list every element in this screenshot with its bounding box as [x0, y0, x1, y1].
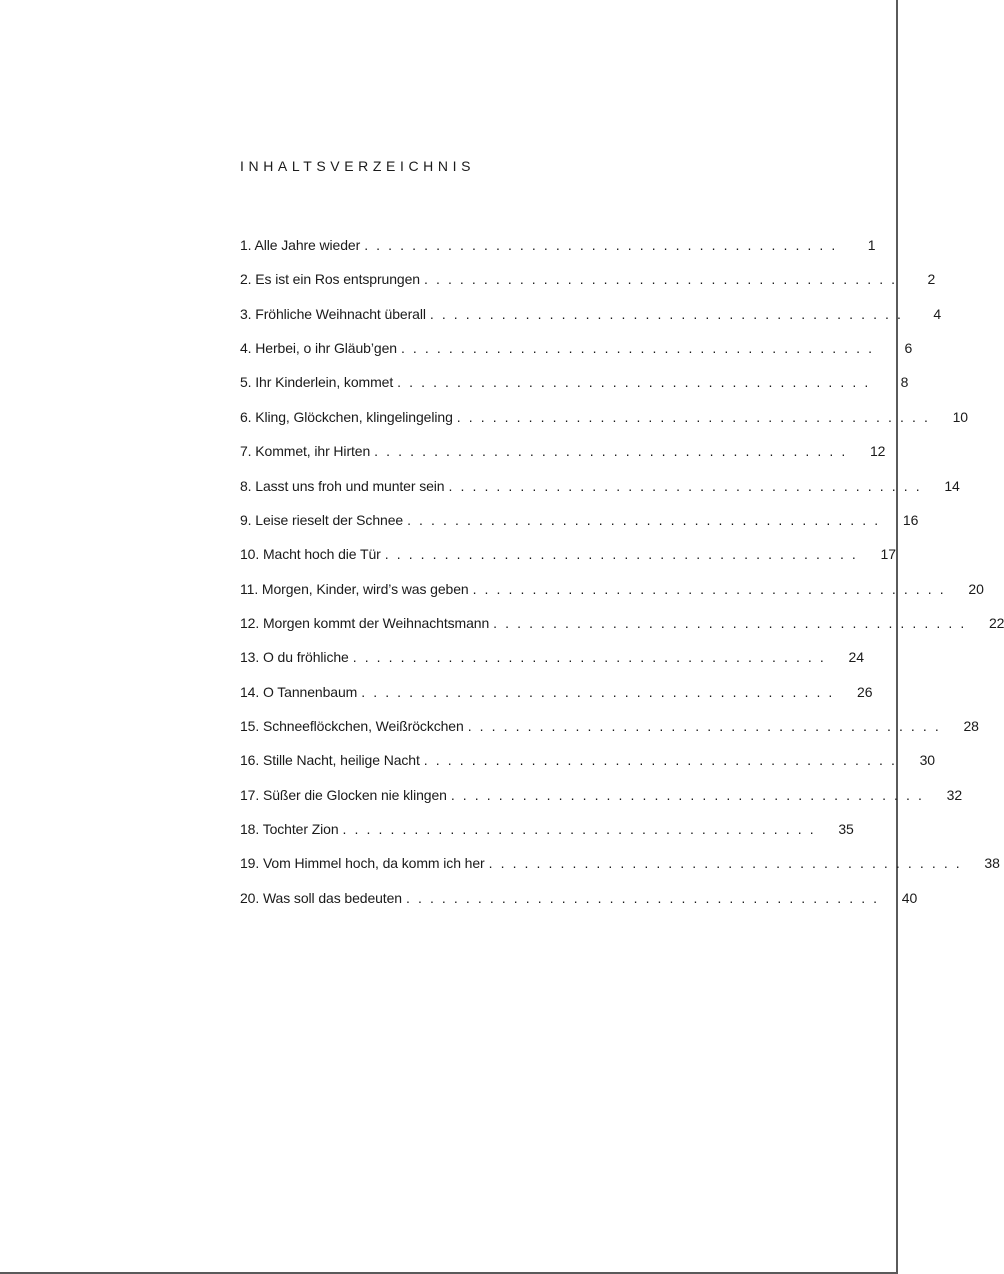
toc-entry	[240, 580, 984, 615]
toc-entry-title: 18. Tochter Zion	[240, 821, 339, 838]
toc-dot-leader-text: . . . . . . . . . . . . . . . . . . . . . . . . . . . . . . . . . . . . . . . .	[429, 305, 904, 322]
toc-entry-page-number: 14	[944, 477, 960, 494]
toc-entry-title: 9. Leise rieselt der Schnee	[240, 511, 404, 528]
toc-dot-leader-text: . . . . . . . . . . . . . . . . . . . . . . . . . . . . . . . . . . . . . . . .	[361, 683, 835, 700]
toc-dot-leader-text: . . . . . . . . . . . . . . . . . . . . . . . . . . . . . . . . . . . . . . . .	[467, 718, 941, 735]
toc-dot-leader	[445, 478, 922, 494]
toc-dot-leader-text: . . . . . . . . . . . . . . . . . . . . . . . . . . . . . . . . . . . . . . . .	[472, 580, 946, 597]
toc-dot-leader	[397, 340, 874, 356]
toc-entry-page-number: 16	[902, 511, 919, 528]
toc-entry-page-number: 17	[880, 546, 896, 563]
toc-entry	[240, 408, 968, 443]
toc-entry	[240, 889, 918, 924]
toc-entry-title: 2. Es ist ein Ros entsprungen	[240, 271, 420, 288]
toc-entry-title: 5. Ihr Kinderlein, kommet	[240, 374, 394, 391]
toc-dot-leader	[381, 546, 858, 562]
table-of-contents	[240, 237, 1004, 924]
toc-entry-page-number: 28	[963, 718, 979, 735]
toc-entry	[240, 443, 886, 477]
toc-entry	[240, 718, 979, 752]
toc-dot-leader	[489, 615, 966, 631]
toc-dot-leader-text: . . . . . . . . . . . . . . . . . . . . . . . . . . . . . . . . . . . . . . . .	[364, 237, 838, 253]
toc-entry-page-number: 40	[901, 889, 918, 906]
toc-dot-leader	[420, 752, 897, 768]
toc-entry-page-number: 32	[946, 786, 963, 803]
toc-entry	[240, 511, 919, 546]
toc-dot-leader	[357, 684, 834, 700]
toc-entry-title: 8. Lasst uns froh und munter sein	[240, 477, 445, 494]
toc-entry	[240, 546, 896, 580]
toc-dot-leader-text: . . . . . . . . . . . . . . . . . . . . . . . . . . . . . . . . . . . . . . . .	[397, 374, 871, 391]
toc-entry	[240, 237, 876, 271]
toc-entry-title: 20. Was soll das bedeuten	[240, 889, 402, 906]
toc-entry-page-number: 22	[988, 614, 1004, 631]
toc-dot-leader	[426, 306, 903, 322]
toc-dot-leader	[370, 443, 847, 459]
toc-title: INHALTSVERZEICHNIS	[240, 158, 476, 174]
toc-dot-leader	[402, 890, 879, 906]
toc-dot-leader-text: . . . . . . . . . . . . . . . . . . . . . . . . . . . . . . . . . . . . . . . .	[374, 443, 848, 460]
toc-dot-leader-text: . . . . . . . . . . . . . . . . . . . . . . . . . . . . . . . . . . . . . . . .	[423, 271, 898, 288]
toc-entry-page-number: 1	[867, 237, 876, 253]
toc-dot-leader-text: . . . . . . . . . . . . . . . . . . . . . . . . . . . . . . . . . . . . . . . .	[423, 752, 897, 769]
toc-entry-title: 19. Vom Himmel hoch, da komm ich her	[240, 855, 485, 872]
toc-dot-leader-text: . . . . . . . . . . . . . . . . . . . . . . . . . . . . . . . . . . . . . . . .	[352, 649, 826, 666]
toc-entry-page-number: 35	[838, 821, 854, 838]
toc-entry-page-number: 26	[857, 683, 873, 700]
toc-dot-leader-text: . . . . . . . . . . . . . . . . . . . . . . . . . . . . . . . . . . . . . . . .	[448, 477, 922, 494]
toc-entry-title: 11. Morgen, Kinder, wird’s was geben	[240, 580, 469, 597]
toc-dot-leader-text: . . . . . . . . . . . . . . . . . . . . . . . . . . . . . . . . . . . . . . . .	[456, 408, 930, 425]
toc-dot-leader	[349, 649, 826, 665]
toc-entry-title: 12. Morgen kommt der Weihnachtsmann	[240, 614, 490, 631]
toc-dot-leader-text: . . . . . . . . . . . . . . . . . . . . . . . . . . . . . . . . . . . . . . . .	[407, 511, 881, 528]
toc-entry	[240, 340, 913, 374]
toc-dot-leader	[485, 855, 962, 871]
toc-entry	[240, 305, 942, 340]
toc-entry-title: 1. Alle Jahre wieder	[240, 237, 361, 253]
toc-dot-leader	[360, 237, 837, 253]
toc-entry-title: 4. Herbei, o ihr Gläub’gen	[240, 340, 397, 357]
toc-entry	[240, 614, 1004, 649]
toc-dot-leader	[420, 271, 897, 287]
toc-dot-leader	[464, 718, 941, 734]
toc-entry	[240, 786, 963, 821]
toc-entry-title: 10. Macht hoch die Tür	[240, 546, 381, 563]
toc-entry-page-number: 30	[919, 752, 935, 769]
toc-entry-title: 16. Stille Nacht, heilige Nacht	[240, 752, 420, 769]
toc-entry	[240, 855, 1000, 889]
toc-entry-page-number: 4	[933, 305, 942, 322]
toc-entry-page-number: 24	[848, 649, 864, 666]
toc-entry	[240, 374, 909, 408]
toc-entry-title: 14. O Tannenbaum	[240, 683, 358, 700]
toc-entry-page-number: 2	[927, 271, 936, 288]
toc-entry	[240, 752, 935, 786]
toc-dot-leader	[403, 512, 880, 528]
toc-dot-leader-text: . . . . . . . . . . . . . . . . . . . . . . . . . . . . . . . . . . . . . . . .	[405, 889, 880, 906]
toc-entry-title: 6. Kling, Glöckchen, klingelingeling	[240, 408, 453, 425]
toc-dot-leader-text: . . . . . . . . . . . . . . . . . . . . . . . . . . . . . . . . . . . . . . . .	[342, 821, 816, 838]
toc-dot-leader-text: . . . . . . . . . . . . . . . . . . . . . . . . . . . . . . . . . . . . . . . .	[384, 546, 858, 563]
toc-entry-page-number: 12	[869, 443, 886, 460]
toc-dot-leader	[453, 409, 930, 425]
toc-dot-leader	[339, 821, 816, 837]
toc-entry-page-number: 38	[984, 855, 1000, 872]
toc-entry-page-number: 10	[952, 408, 968, 425]
toc-entry	[240, 683, 873, 718]
toc-entry-title: 3. Fröhliche Weihnacht überall	[240, 305, 426, 322]
toc-entry-page-number: 6	[904, 340, 913, 357]
toc-entry-title: 17. Süßer die Glocken nie klingen	[240, 786, 447, 803]
toc-entry-page-number: 8	[900, 374, 909, 391]
toc-dot-leader-text: . . . . . . . . . . . . . . . . . . . . . . . . . . . . . . . . . . . . . . . .	[488, 855, 962, 872]
toc-entry-title: 15. Schneeflöckchen, Weißröckchen	[240, 718, 464, 735]
toc-dot-leader	[393, 374, 870, 390]
toc-dot-leader-text: . . . . . . . . . . . . . . . . . . . . . . . . . . . . . . . . . . . . . . . .	[400, 340, 875, 357]
toc-entry-page-number: 20	[968, 580, 984, 597]
toc-entry	[240, 649, 864, 683]
toc-entry	[240, 477, 960, 512]
toc-entry-title: 7. Kommet, ihr Hirten	[240, 443, 371, 460]
toc-entry	[240, 271, 936, 305]
toc-entry	[240, 821, 854, 855]
toc-dot-leader-text: . . . . . . . . . . . . . . . . . . . . . . . . . . . . . . . . . . . . . . . .	[450, 786, 925, 803]
toc-dot-leader	[469, 581, 946, 597]
toc-entry-title: 13. O du fröhliche	[240, 649, 349, 666]
toc-dot-leader-text: . . . . . . . . . . . . . . . . . . . . . . . . . . . . . . . . . . . . . . . .	[493, 614, 967, 631]
toc-dot-leader	[447, 787, 924, 803]
